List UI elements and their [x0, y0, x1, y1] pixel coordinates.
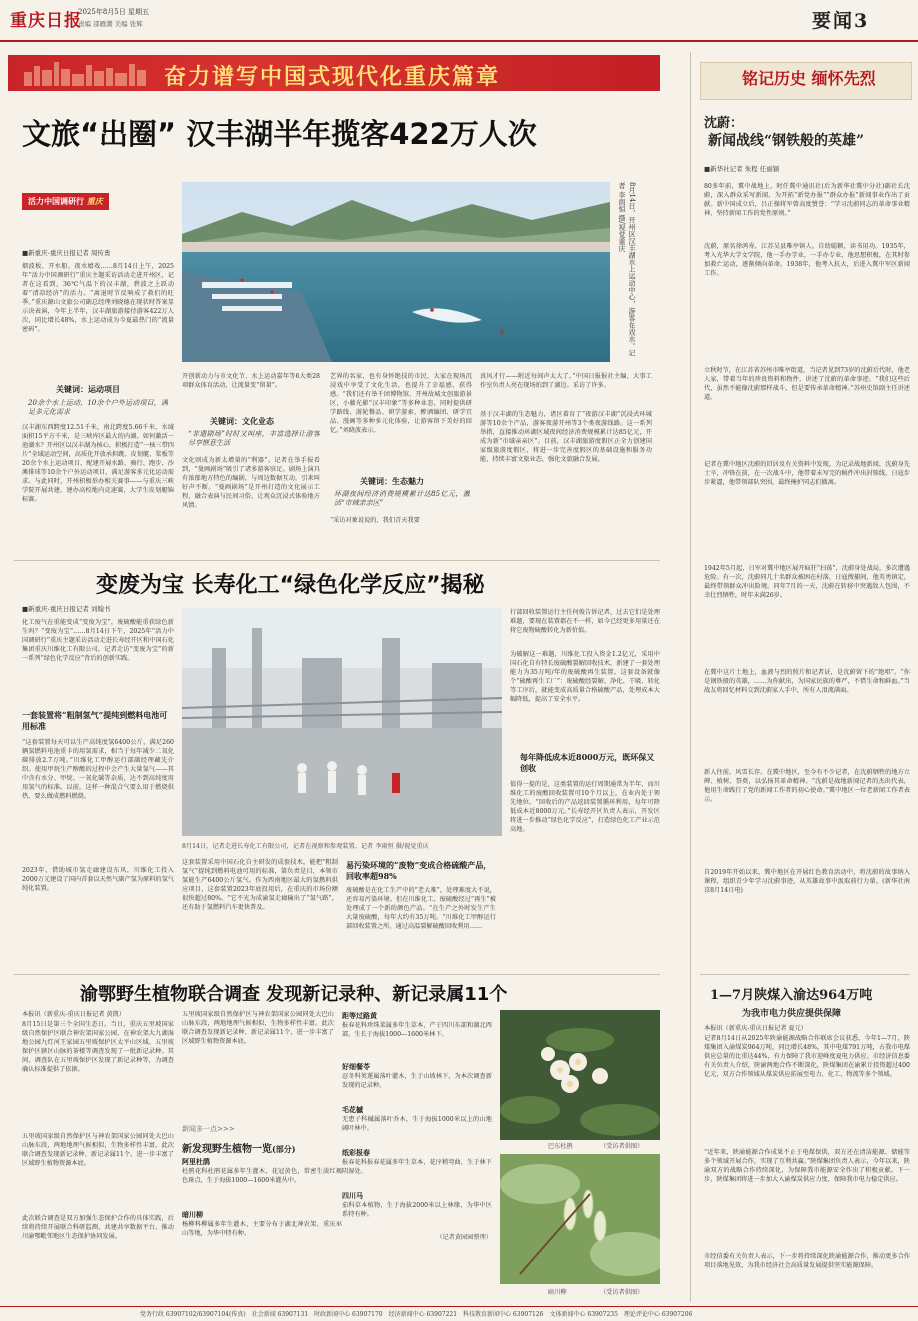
- story1-quote-1: 20余个水上运动、10余个户外运动项目，满足多元化需求: [28, 399, 168, 416]
- sidebar-credit: （记者黄园园整理）: [436, 1234, 492, 1241]
- story3-continuation: [182, 1010, 334, 1120]
- paper-name: 重庆日报: [10, 11, 82, 31]
- footer-contacts: 党务行政 63907102/63907104(传真) 社会新闻 63907131 时政新闻中心 63907170 经济新闻中心 63907221 科技教育新闻中心 63907126 文体新闻中心 63907235 理论评论中心 63907206: [140, 1311, 693, 1318]
- story2-text-b: 2023年，借助城市氢走廊建设东风，川维化工投入2000万元建设了国内首套以天然气副产氢为原料的氢气纯化装置。: [22, 867, 174, 892]
- story1-photo: [182, 182, 610, 362]
- plant-photo-2: [500, 1154, 660, 1284]
- divider: [14, 560, 660, 561]
- right-text-h: 自2019年开始以来，冀中地区在开展红色教育活动中，将沈蔚的故事纳入课程，组织青少年学习沈蔚事迹，从英雄故事中汲取前行力量。(新华社南京8月14日电): [704, 869, 910, 894]
- story1-byline: ■新重庆-重庆日报记者 周传勇: [22, 249, 111, 257]
- willow-image: [500, 1154, 660, 1284]
- story1-text-c: 文化则成为新太增量的“利器”。记者在举手报看到，“曼画剧场”吸引了诸多游客驻足。剧场上演具有浓郁地方特色的编剧，与周边数据互动，引来叫好声不断。“曼画剧场”是开州打造的文化展示工程，融合表演与民间习俗，让观众沉浸式体验地方风情。: [182, 457, 320, 509]
- right-text-b: 沈蔚，原名徐鸿寿，江苏吴县唯亭镇人。自幼聪颖，读书用功。1935年，考入光华大学文学院，他一手办学业，一手办专业，他思想积极，在其时参加救亡运动，逐渐倾向革命。1938年，他考入抗大，后进入冀中军区新闻工作。: [704, 243, 910, 277]
- plant-photo-1-credit: （受访者供图）: [600, 1143, 644, 1150]
- plant-photo-1: [500, 1010, 660, 1140]
- story2-subhead-3: 每年降低成本近8000万元，既环保又创收: [520, 752, 655, 773]
- plant-desc: 报春花科珍珠菜属多年生草本，产于四川东部和湖北西部，生长于海拔1000—1600米林下。: [342, 1022, 492, 1038]
- story1-quote-2: “非遗剧场”时时又叫座，丰富选择让游客尽享惬意生活: [188, 430, 320, 447]
- editor-line: 责编 邵雁潮 美编 张辉: [78, 20, 143, 28]
- column-banner-title: 铭记历史 缅怀先烈: [742, 69, 876, 88]
- page-number: 3: [854, 10, 870, 32]
- story2-headline: 变废为宝 长寿化工“绿色化学反应”揭秘: [96, 573, 485, 598]
- story3-text-b: 此次联合调查是双方加强生态保护合作的具体实践，后续将持续开展联合科研监测、共建共享数据平台，推动川渝鄂毗邻地区生态保护协同发展。: [22, 1215, 174, 1240]
- story3-text-a: 五里坡国家级自然保护区与神农架国家公园同处大巴山山脉东段，两地地理气候相似，生物多样性丰富。此次联合调查发现新记录种、新记录属11个，进一步丰富了区域野生植物资源本底。: [22, 1133, 174, 1167]
- story3-byline: 本报讯（新重庆-重庆日报记者 黄凯）: [22, 1011, 126, 1018]
- right-text-e: 1942年5月起，日军对冀中地区展开疯狂“扫荡”，沈蔚身处战局，多次遭遇危险。有一次，沈蔚同几十名群众被困在村落，日寇搜捕间，他英勇镇定，最终带领群众冲出险境。同年7月的一天，沈蔚在转移中突遇敌人包围，不幸壮烈牺牲，时年未满26岁。: [704, 565, 910, 599]
- right-headline: 新闻战线“钢铁般的英雄”: [708, 133, 865, 149]
- story1-text-a: 汉丰湖东西跨度12.51千米，南北跨度5.66千米，水域面积15平方千米，是三峡库区最大的内湖。如何激活一池湖水？开州区以汉丰湖为核心，积极打造“一核三带四片”全域运动空间，高质化开放承担跳、皮划艇、桨板等20余个水上运动项目，配建开展水路、骑行、跑步、沙滩排球等10余个户外运动项目，满足游客多元化运动需求。与此同时，开州积极举办相关赛事——与重庆三峡学院开展共建，建办高校地内竞速赛，大学生皮划艇锦标赛。: [22, 424, 174, 503]
- divider: [700, 974, 910, 975]
- story2-photo: [182, 608, 502, 836]
- plant-photo-2-credit: （受访者供图）: [600, 1289, 644, 1296]
- story1-quote-3: 环湖夜间经济消费规模累计达85亿元，激活“市域亲亲区”: [334, 490, 470, 507]
- story3-headline: 渝鄂野生植物联合调查 发现新记录种、新记录属11个: [80, 984, 508, 1005]
- story1-subhead-3: 关键词：生态魅力: [360, 476, 424, 486]
- plant-name: 四川马: [342, 1191, 363, 1200]
- sidebar-title-text: 新发现野生植物一览: [182, 1144, 272, 1155]
- plant-photo-1-label: 巴东杜鹃: [548, 1143, 573, 1150]
- sidebar-label: 新闻多一点>>>: [182, 1125, 235, 1133]
- right-text-d: 记者在冀中地区沈蔚的旧居及有关资料中发现，为记录战地新闻，沈蔚身先士卒，冲锋在前，在一次战斗中，他带着未写完的稿件冲出封锁线，日寇步步紧逼，他带领部队突围，最终掩护同志们撤离。: [704, 461, 910, 486]
- story2-byline: ■新重庆-重庆日报记者 刘翰书: [22, 605, 111, 613]
- banner-title: 奋力谱写中国式现代化重庆篇章: [164, 64, 501, 90]
- story2-text-a: “这套装置每天可以生产高纯度氢6400公斤，满足260辆氢燃料电池重卡的用氢需求，相当于每年减少二氧化碳排放2.7万吨。”川维化工甲醇运行部副经理藏先介绍。使用甲烷生产醇酸的过程中会产生大量氢气——其中含有水分、甲烷、一氧化碳等杂质，达不到高纯度用用氢气的标准。以前，这样一种混合气要么用于燃烧供热，要么做成燃料燃烧。: [22, 739, 174, 800]
- plant-list-right: [342, 1010, 492, 1296]
- plant-desc: 报春花科报春花属多年生草本，花序稍弯曲，生于林下阴湿处。: [342, 1159, 492, 1175]
- plant-name: 距等过路黄: [342, 1011, 377, 1020]
- rhododendron-image: [500, 1010, 660, 1140]
- plant-desc: 杜鹃花科杜鹃花属多年生灌木，花冠黄色，常密生淡红褐色斑点，生于海拔1000—1600米灌丛中。: [182, 1168, 342, 1184]
- story1-tag: [22, 193, 109, 210]
- right2-subhead: 为我市电力供应提供保障: [742, 1009, 842, 1019]
- story2-text-e: 行部回收装置运行主任何俊告诉记者，过去它们是处理难题，要现在装置都在不一样，如今已经更多用量还在将它废物硫酸转化为新价值。: [510, 609, 660, 634]
- story3-lead: 8月15日是第三个全国生态日。当日，重庆五里坡国家级自然保护区联合神农架国家公园，在神农架大九湖湿地公园九灯河王家园五里坡保护区太平山区域、五里坡保护区辖区山脉的茶楼等调查发现了一批新记录种。其间，调查队在五里坡保护区发现了新记录种等，为调查确认标准提供了依据。: [22, 1021, 174, 1073]
- story1-tag-city: 重庆: [86, 196, 103, 206]
- story1-photo-caption: 8月14日，开州区汉丰湖水上运动中心，游客在戏水。记者 李雨恒 摄/视觉重庆: [618, 182, 636, 357]
- section-title: 要闻: [812, 10, 855, 32]
- plant-desc: 杨柳科柳属多年生灌木，主要分布于湖北神农架、重庆巫山等地，为华中特有种。: [182, 1221, 342, 1237]
- lake-scene-image: [182, 182, 610, 362]
- right2-text-a: 记者8月14日从2025年陕渝能源战略合作联席会议获悉，今年1—7月，陕煤集团入渝煤炭964万吨，同比增长48%，其中电煤791万吨，占我市电煤供应总量的比重达44%，有力保障了我市迎峰度夏电力供应。市经济信息委有关负责人介绍，陕渝两地合作不断深化，陕煤集团在渝累计投资超过400亿元，双方合作领域从煤炭供应拓展至电力、化工、物流等多个领域。: [704, 1035, 910, 1078]
- story2-photo-caption: 8月14日，记者走进长寿化工有限公司，记者在视察和参观装置。记者 李雨恒 摄/视觉重庆: [182, 843, 429, 850]
- sidebar-title: [182, 1140, 296, 1155]
- story2-text-d: 废硫酸是在化工生产中的“老大难”，处理难度大不说，还容易污染环境。但在川维化工，废硫酸经过“再生”被处理成了一个新的颜色产品。“在生产之外时发生产生大量废硫酸，每年大约有35万吨。“川维化工甲醇运行部回收装置之所，通过高温裂解硫酸回收利用……: [346, 887, 496, 930]
- plant-list-left: [182, 1156, 342, 1302]
- plant-name: 毛花槭: [342, 1105, 363, 1114]
- right-text-g: 新人往前，风雪长存。在冀中地区，至今有不少记者，在沈蔚牺牲的地方立碑、植树、祭奠，以弘扬其革命精神。“沈蔚是战地新闻记者的杰出代表，他用生命践行了党的新闻工作者的初心使命。”冀中地区一位老新闻工作者表示。: [704, 769, 910, 803]
- right2-headline: 1—7月陕煤入渝达964万吨: [710, 988, 873, 1003]
- story1-text-g: 基于汉丰湖的生态魅力，诸区着育了“夜游汉丰湖”沉浸式环城游等10余个产品，游客夜游开州等3个类夜游线路。这一系列举措，直接推动环湖区域夜间经济消费规模累计达85亿元，开成为新“市域亲亲区”。目前，汉丰湖旅游度假区正全力创建国家级旅游度假区，将进一步完善度假区的基础设施和服务功能，持续丰富文旅业态，强化文旅融合发展。: [480, 411, 652, 463]
- plant-desc: 忍冬科荚蒾属落叶灌木，生于山坡林下，为本次调查新发现的记录种。: [342, 1073, 492, 1089]
- story1-headline: 文旅“出圈” 汉丰湖半年揽客422万人次: [22, 117, 537, 151]
- story1-tag-label: 活力中国调研行: [28, 196, 84, 206]
- right-kicker: 沈蔚：: [704, 116, 744, 131]
- plant-desc: 茄科草本植物，生于海拔2000米以上林缘，为华中区系特有种。: [342, 1202, 492, 1218]
- plant-photo-2-label: 暗川柳: [548, 1289, 567, 1296]
- divider: [14, 974, 660, 975]
- plant-name: 纸彩报春: [342, 1148, 370, 1157]
- right2-text-c: 市经信委有关负责人表示，下一步将持续深化陕渝能源合作，推动更多合作项目落地见效，为我市经济社会高质量发展提供坚实能源保障。: [704, 1253, 910, 1269]
- right-byline: ■新华社记者 朱程 任丽颖: [704, 165, 780, 173]
- story3-text-a-cont: 五里坡国家级自然保护区与神农架国家公园同处大巴山山脉东段，两地地理气候相似，生物多样性丰富。此次联合调查发现新记录种、新记录属11个，进一步丰富了区域野生植物资源本底。: [182, 1011, 334, 1045]
- story1-text-f: 真风才行——附近每间声太大了。”中国日报报社主编、大事工作室负责人亮在现场拍到了湖边。采访了许多。: [480, 373, 652, 389]
- story2-lead: 化工废气在重能变成“变废为宝”，废硫酸能重获绿色新生吗？“变废为宝”……8月14日下午，2025年“活力中国调研行”重庆主题采访活动走进长寿经开区和中国石化集团重庆川维化工有限公司，记者走访“变废为宝”的新一系列“绿色化学反应”背后的创新实践。: [22, 619, 174, 662]
- story2-subhead-2: 易污染环境的“废物”变成合格硫酸产品，回收率超98%: [346, 860, 492, 881]
- plant-name: 好细餐苓: [342, 1062, 370, 1071]
- right-text-a: 80多年前，冀中战地上，时任冀中通讯社(后为新华社冀中分社)副社长沈蔚，深入群众采写新闻，为开拓“新党办报”“群众办报”新闻事业作出了贡献。新中国成立后，吕正操将军曾高度赞誉：“学习沈蔚同志的革命事业精神，坚持新闻工作的党性原则。”: [704, 183, 910, 217]
- story2-text-f: 为破解这一难题，川维化工投入资金1.2亿元，采用中国石化自有特长废硫酸裂解回收技术，新建了一套处理能力为35万吨/年的废硫酸再生装置。这套设备就像个“硫酸再生工厂”：废硫酸经裂解、净化、干吸、转化等工序后，就能变成高质量合格硫酸产品，处理成本大幅降低，提高了安全水平。: [510, 651, 660, 703]
- right2-byline: 本报讯（新重庆-重庆日报记者 夏元）: [704, 1025, 808, 1032]
- story1-text-e: “采访对象说说的，我们青天我要: [330, 517, 420, 524]
- story1-subhead-2: 关键词：文化业态: [210, 416, 274, 426]
- story1-lead: 烟波板、开水船、夜水嬉戏……8月14日上午，2025年“活力中国调研行”重庆主题采访活动走进开州区，记者在这看到，36℃气温下的汉丰湖，碧波之上跃动着“清凉经济”的活力。“离退时节反响成了救们的旺季。”重庆源山文旅公司副总经理刘晓德在现状时答案显示决表演，今年上半年，汉丰湖旅游接待游客422万人次，同比增长48%，水上运动成为今夏最热门的“流量密码”。: [22, 263, 174, 333]
- story2-text-g: 值得一提的是，这类装置的运行周期通常为半年，而川维化工的废酸回收装置可10个月以上，在业内处于领先地位。“回收后的产品返回装置循环利用，每年可降低成本近8000万元。”长寿经开区负责人表示，开发区将进一步推动“绿色化学反应”，打造绿色化工产业示范高地。: [510, 781, 660, 833]
- plant-name: 暗川柳: [182, 1210, 203, 1219]
- issue-date: 2025年8月5日 星期五: [78, 8, 149, 16]
- section-name: [812, 6, 869, 33]
- column-divider: [690, 52, 691, 1302]
- story2-subhead-1: 一套装置将“粗制氢气”提纯到燃料电池可用标准: [22, 710, 168, 731]
- story2-text-c: 这套装置采用中国石化自主研发的成套技术，能把“粗制氢气”提纯到燃料电池可用的标准，第负责是目，本领市氢能生产6400公斤氢气。作为西南地区最大的氢燃料供应项目，这套装置2023年底投用后，在重庆的市场份额很快超过80%。“它不光为成渝氢走廊输出了“氢气路”，还有助于氢燃料汽车更快普及。: [182, 859, 338, 911]
- plant-name: 阿里杜鹃: [182, 1157, 210, 1166]
- factory-scene-image: [182, 608, 502, 836]
- sidebar-title-note: (部分): [272, 1144, 296, 1154]
- right-text-f: 在冀中这片土地上，血液与烈的照片和记者证，是沈蔚留下的“绝唱”。“你是钢铁般的英雄，……为你献出，为国家民族的尊严，不惜生命和鲜血。”当战友将回忆材料交到沈蔚家人手中，所有人泪流满面。: [704, 669, 910, 694]
- story1-text-d: 艺界的名家，也有身怀绝技的市民，大家在现场沉浸戏中享受了文化生活，也提升了幸福感、获得感。“我们还有举千团博物馆、开州故城文创旅游景区，小藤光影“汉丰印象”等多种业态，同时提供研学路线、游轮餐品、研学游索、醉酒编团、研学宜品、漫画等多种多元化体验，让游客留下美好的回忆。”刘晓波表示。: [330, 373, 472, 434]
- right2-text-b: “近年来，陕渝能源合作成果不止于电煤保供，双方还在清洁能源、储能等多个领域开展合作，实现了互利共赢。”陕煤集团负责人表示，今年以来，陕渝双方的战略合作持续深化，为保障我市能源安全作出了积极贡献。下一步，陕煤集团将进一步加大入渝煤炭供应力度，保障我市电力稳定供应。: [704, 1149, 910, 1183]
- plant-desc: 无患子科槭属落叶乔木，生于海拔1000米以上的山地阔叶林中。: [342, 1116, 492, 1132]
- right-text-c: 立秋时节，在江苏省苏州市唯亭街道，当记者见到73岁的沈蔚后代时，他老人家，带着当年的珍贵资料和物件，讲述了沈蔚的革命事迹。“我们这些后代，虽然不能像沈蔚那样战斗，但是要传承革命精神。”苏州史馆副主任讲述道。: [704, 367, 910, 401]
- city-skyline-icon: [20, 60, 150, 86]
- story1-text-b: 开创新动力与市文化节、水上运动嘉年等6大类28项群众体育活动，让流量变“留量”。: [182, 373, 320, 389]
- story1-subhead-1: 关键词：运动项目: [56, 384, 120, 394]
